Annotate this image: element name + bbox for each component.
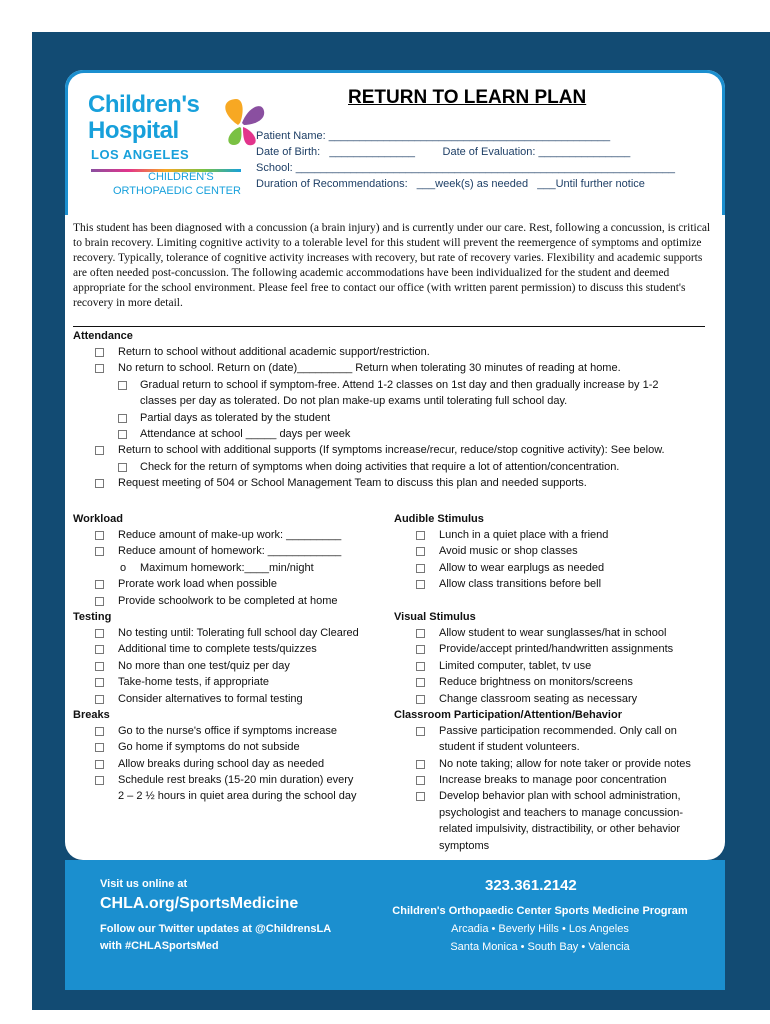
checkbox[interactable] [95, 760, 104, 769]
logo-line-2: Hospital [88, 117, 179, 144]
checkbox[interactable] [95, 662, 104, 671]
checkbox[interactable] [95, 776, 104, 785]
checkbox-row[interactable]: Provide/accept printed/handwritten assignments [394, 641, 719, 657]
breaks-heading: Breaks [73, 708, 110, 721]
right-column [394, 511, 719, 854]
twitter-line-2: with #CHLASportsMed [100, 940, 219, 952]
checkbox[interactable] [95, 479, 104, 488]
checkbox-row[interactable]: Gradual return to school if symptom-free. Attend 1-2 classes on 1st day and then gradually increase by 1-2 [73, 377, 713, 393]
checkbox[interactable] [95, 446, 104, 455]
attendance-section [73, 328, 713, 492]
checkbox[interactable] [95, 364, 104, 373]
checkbox-row[interactable]: No testing until: Tolerating full school day Cleared [73, 625, 393, 641]
logo-line-3: LOS ANGELES [91, 147, 190, 162]
checkbox[interactable] [118, 430, 127, 439]
twitter-line-1: Follow our Twitter updates at @ChildrensLA [100, 923, 332, 935]
checkbox[interactable] [416, 547, 425, 556]
checkbox-row[interactable]: Return to school with additional supports (If symptoms increase/recur, reduce/stop cognitive activity): See below. [73, 442, 713, 458]
checkbox-row[interactable]: Allow to wear earplugs as needed [394, 560, 719, 576]
checkbox[interactable] [118, 414, 127, 423]
checkbox[interactable] [95, 547, 104, 556]
checkbox-row[interactable]: Consider alternatives to formal testing [73, 691, 393, 707]
checkbox[interactable] [416, 564, 425, 573]
locations-line-1: Arcadia • Beverly Hills • Los Angeles [451, 923, 629, 935]
checkbox[interactable] [416, 662, 425, 671]
checkbox[interactable] [416, 792, 425, 801]
form-card [65, 70, 725, 860]
header-inner [68, 73, 722, 215]
checkbox-row[interactable]: Change classroom seating as necessary [394, 691, 719, 707]
testing-heading: Testing [73, 610, 112, 623]
checkbox-row[interactable]: Prorate work load when possible [73, 576, 393, 592]
checkbox-row[interactable]: Schedule rest breaks (15-20 min duration) every [73, 772, 393, 788]
checkbox-row[interactable]: Partial days as tolerated by the student [73, 410, 713, 426]
checkbox[interactable] [95, 629, 104, 638]
logo-line-1: Children's [88, 91, 200, 118]
continuation-row: symptoms [439, 839, 490, 852]
checkbox[interactable] [416, 776, 425, 785]
header-band [65, 70, 725, 215]
checkbox[interactable] [95, 743, 104, 752]
duration-field[interactable]: Duration of Recommendations: ___week(s) as needed ___Until further notice [256, 178, 645, 190]
checkbox[interactable] [95, 580, 104, 589]
chla-logo [88, 85, 263, 195]
circle-bullet-icon: o [120, 561, 127, 574]
checkbox[interactable] [416, 678, 425, 687]
checkbox[interactable] [118, 463, 127, 472]
checkbox-row[interactable]: No note taking; allow for note taker or provide notes [394, 756, 719, 772]
sub-bullet-row: o Maximum homework:____min/night [73, 560, 393, 576]
visual-heading: Visual Stimulus [394, 610, 476, 623]
continuation-row: psychologist and teachers to manage concussion- [439, 806, 683, 819]
checkbox-row[interactable]: Reduce amount of homework: ____________ [73, 543, 393, 559]
page-title: RETURN TO LEARN PLAN [348, 87, 587, 108]
patient-info [256, 128, 675, 192]
checkbox-row[interactable]: Take-home tests, if appropriate [73, 674, 393, 690]
checkbox-row[interactable]: Allow student to wear sunglasses/hat in school [394, 625, 719, 641]
checkbox-row[interactable]: Additional time to complete tests/quizzes [73, 641, 393, 657]
checkbox[interactable] [95, 348, 104, 357]
logo-line-5: ORTHOPAEDIC CENTER [113, 185, 241, 197]
patient-name-field[interactable]: Patient Name: ______________________________________________ [256, 130, 611, 142]
checkbox[interactable] [416, 629, 425, 638]
checkbox-row[interactable]: No return to school. Return on (date)_________ Return when tolerating 30 minutes of reading at home. [73, 360, 713, 376]
checkbox-row[interactable]: Reduce amount of make-up work: _________ [73, 527, 393, 543]
checkbox[interactable] [95, 678, 104, 687]
checkbox[interactable] [416, 645, 425, 654]
checkbox[interactable] [95, 695, 104, 704]
checkbox[interactable] [95, 531, 104, 540]
checkbox-row[interactable]: Passive participation recommended. Only call on [394, 723, 719, 739]
program-name: Children's Orthopaedic Center Sports Medicine Program [392, 905, 688, 917]
checkbox-row[interactable]: Increase breaks to manage poor concentration [394, 772, 719, 788]
checkbox-row[interactable]: Go to the nurse's office if symptoms increase [73, 723, 393, 739]
continuation-row: related impulsivity, distractibility, or other behavior [439, 823, 681, 836]
checkbox-row[interactable]: Reduce brightness on monitors/screens [394, 674, 719, 690]
checkbox[interactable] [416, 695, 425, 704]
left-column [73, 511, 393, 805]
checkbox-row[interactable]: Avoid music or shop classes [394, 543, 719, 559]
footer [65, 860, 725, 990]
checkbox-row[interactable]: Request meeting of 504 or School Management Team to discuss this plan and needed supports. [73, 475, 713, 491]
checkbox-row[interactable]: Check for the return of symptoms when doing activities that require a lot of attention/concentration. [73, 459, 713, 475]
checkbox-row[interactable]: Go home if symptoms do not subside [73, 739, 393, 755]
intro-paragraph: This student has been diagnosed with a concussion (a brain injury) and is currently under our care. Rest, following a concussion, is critical to brain recovery. Limiting cognitive activity to a tolerable level for this student will prevent the reemergence of symptoms and optimize recovery. Typically, tolerance of cognitive activity increases with recovery, but rate of recovery varies. Flexibility and academic supports are often needed post-concussion. The following academic accommodations have been individualized for the student and deemed appropriate for the school environment. Please feel free to contact our office (with written parent permission) to discuss this student's recovery in more detail. [73, 222, 711, 309]
visit-label: Visit us online at [100, 878, 188, 890]
dob-evaluation-field[interactable]: Date of Birth: ______________ Date of Evaluation: _______________ [256, 146, 631, 158]
locations-line-2: Santa Monica • South Bay • Valencia [450, 941, 630, 953]
workload-heading: Workload [73, 513, 123, 525]
checkbox[interactable] [95, 597, 104, 606]
checkbox[interactable] [416, 580, 425, 589]
continuation-row: student if student volunteers. [439, 741, 580, 754]
phone-number[interactable]: 323.361.2142 [485, 877, 577, 894]
logo-line-4: CHILDREN'S [148, 171, 214, 183]
checkbox-row[interactable]: Return to school without additional academic support/restriction. [73, 344, 713, 360]
audible-heading: Audible Stimulus [394, 513, 484, 525]
continuation-row: 2 – 2 ½ hours in quiet area during the school day [118, 790, 357, 803]
checkbox-row[interactable]: Allow breaks during school day as needed [73, 756, 393, 772]
checkbox[interactable] [416, 531, 425, 540]
checkbox-row[interactable]: Develop behavior plan with school administration, [394, 788, 719, 804]
checkbox-row[interactable]: Provide schoolwork to be completed at home [73, 593, 393, 609]
checkbox-row[interactable]: No more than one test/quiz per day [73, 658, 393, 674]
divider [73, 326, 705, 327]
checkbox-row[interactable]: Allow class transitions before bell [394, 576, 719, 592]
checkbox[interactable] [416, 727, 425, 736]
classroom-heading: Classroom Participation/Attention/Behavior [394, 708, 622, 721]
continuation-row: classes per day as tolerated. Do not plan make-up exams until tolerating full school day. [140, 395, 568, 408]
checkbox[interactable] [416, 760, 425, 769]
checkbox-row[interactable]: Limited computer, tablet, tv use [394, 658, 719, 674]
checkbox-row[interactable]: Attendance at school _____ days per week [73, 426, 713, 442]
spacer [394, 593, 719, 609]
checkbox[interactable] [95, 645, 104, 654]
attendance-heading: Attendance [73, 330, 133, 342]
checkbox-row[interactable]: Lunch in a quiet place with a friend [394, 527, 719, 543]
school-field[interactable]: School: ______________________________________________________________ [256, 162, 676, 174]
checkbox[interactable] [118, 381, 127, 390]
checkbox[interactable] [95, 727, 104, 736]
website-link[interactable]: CHLA.org/SportsMedicine [100, 895, 299, 912]
